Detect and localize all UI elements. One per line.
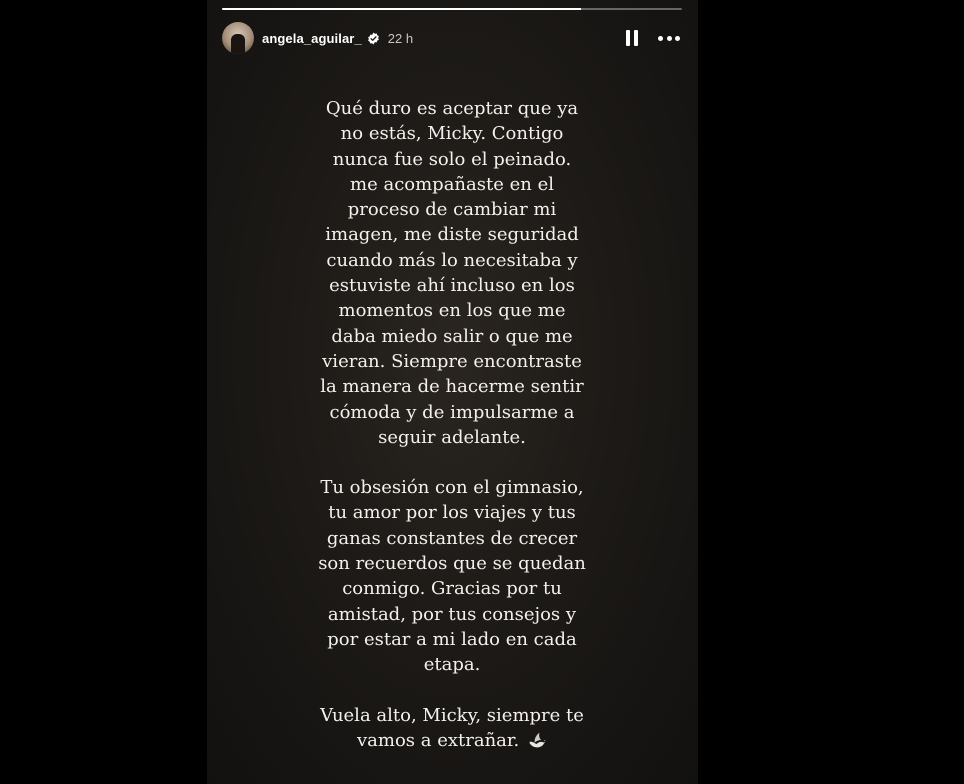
story-paragraph-3 — [302, 703, 602, 754]
story-text-line: por estar a mi lado en cada — [327, 628, 577, 650]
story-header — [222, 22, 682, 54]
story-text-line: tu amor por los viajes y tus — [328, 502, 576, 524]
story-text-line: la manera de hacerme sentir — [320, 376, 584, 398]
story-text-line: etapa. — [423, 654, 481, 676]
story-text-line: daba miedo salir o que me — [331, 325, 573, 347]
story-timestamp: 22 h — [387, 30, 414, 46]
story-text-line: Tu obsesión con el gimnasio, — [320, 477, 584, 499]
more-options-icon[interactable] — [658, 29, 680, 47]
story-text-line: cuando más lo necesitaba y — [326, 249, 578, 271]
story-paragraph-1 — [302, 96, 602, 450]
story-text-line: ganas constantes de crecer — [326, 527, 578, 549]
pause-bar-right — [634, 30, 638, 46]
story-text-line: vieran. Siempre encontraste — [322, 350, 582, 372]
story-controls — [624, 29, 682, 47]
paragraph-gap — [302, 450, 602, 475]
pause-icon[interactable] — [624, 29, 640, 47]
story-text-line: me acompañaste en el — [350, 173, 554, 195]
story-text-line: proceso de cambiar mi — [347, 199, 557, 221]
paragraph-gap — [302, 678, 602, 703]
story-paragraph-2 — [302, 475, 602, 677]
story-text — [302, 96, 602, 753]
story-text-line: conmigo. Gracias por tu — [342, 578, 562, 600]
story-text-line: Qué duro es aceptar que ya — [325, 98, 579, 119]
story-text-line: estuviste ahí incluso en los — [329, 275, 575, 297]
more-dot-3 — [675, 36, 680, 41]
username[interactable]: angela_aguilar_ — [262, 30, 362, 46]
story-frame[interactable] — [207, 0, 698, 784]
verified-badge-icon — [367, 32, 380, 45]
dove-icon — [527, 731, 547, 749]
story-text-line: cómoda y de impulsarme a — [329, 401, 575, 423]
avatar[interactable] — [222, 22, 254, 54]
story-text-line: son recuerdos que se quedan — [318, 553, 586, 575]
story-text-line: vamos a extrañar. — [302, 728, 602, 753]
story-text-line: seguir adelante. — [378, 426, 526, 448]
more-dot-2 — [667, 36, 672, 41]
story-progress-fill — [222, 8, 581, 10]
story-text-line: nunca fue solo el peinado. — [332, 148, 572, 170]
pause-bar-left — [626, 30, 630, 46]
story-text-line: amistad, por tus consejos y — [327, 603, 577, 625]
story-text-line: imagen, me diste seguridad — [325, 224, 579, 246]
more-dot-1 — [658, 36, 663, 41]
story-text-line: no estás, Micky. Contigo — [340, 123, 564, 145]
story-progress-bar — [222, 8, 682, 10]
story-text-line: Vuela alto, Micky, siempre te — [320, 704, 584, 726]
story-text-line: momentos en los que me — [338, 300, 566, 322]
